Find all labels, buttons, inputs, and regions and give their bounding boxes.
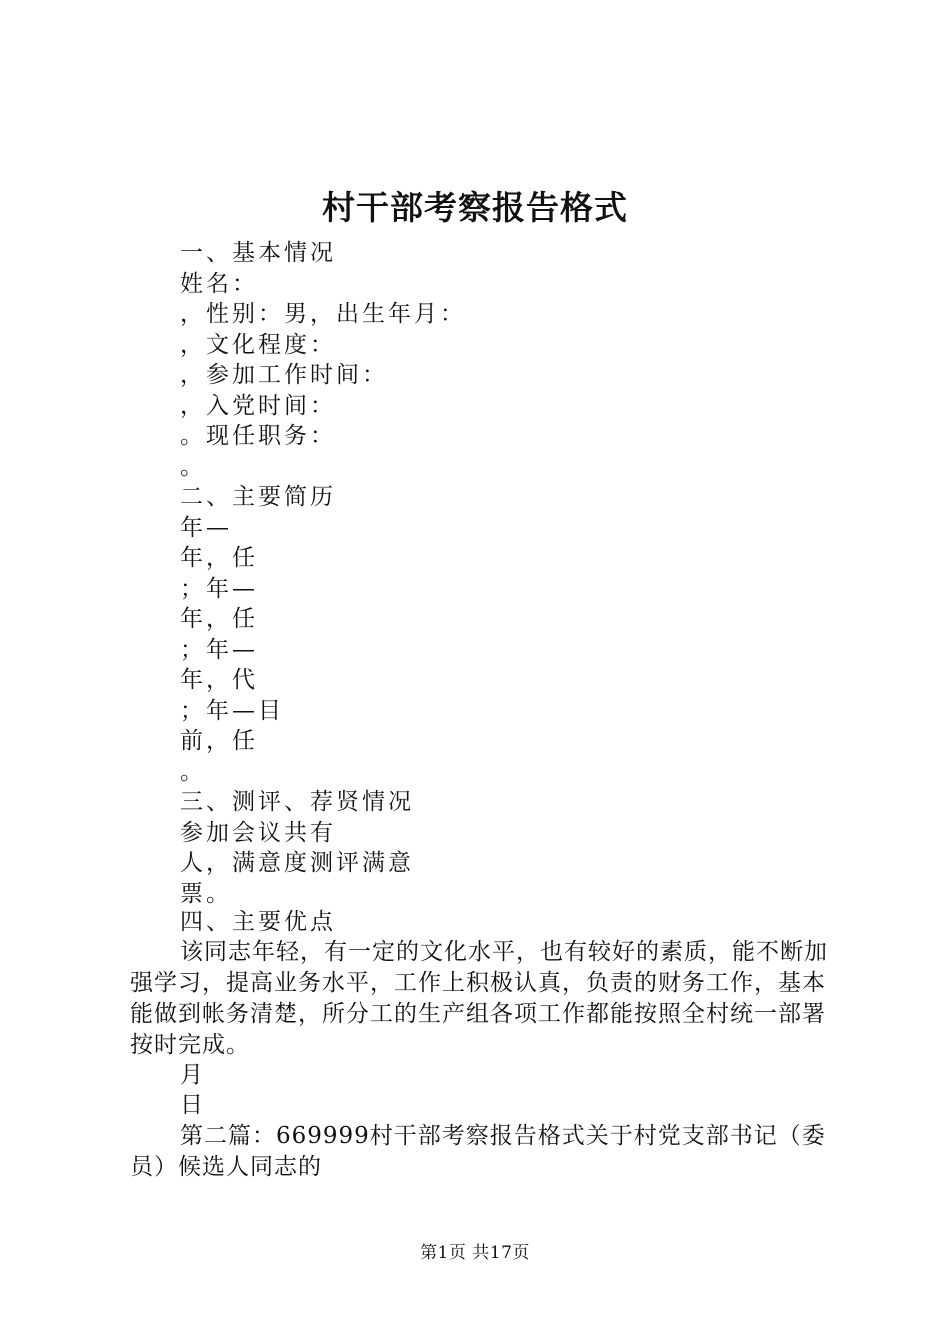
- date-day-line: 日: [180, 1092, 206, 1118]
- field-gender-birth: ，性别：男，出生年月：: [180, 301, 466, 327]
- page-footer: 第1页 共17页: [420, 1243, 530, 1263]
- section-heading-resume: 二、主要简历: [180, 484, 336, 510]
- field-work-start: ，参加工作时间：: [180, 362, 388, 388]
- field-education: ，文化程度：: [180, 332, 336, 358]
- section-heading-evaluation: 三、测评、荐贤情况: [180, 789, 414, 815]
- text-line: 。: [180, 759, 206, 785]
- evaluation-line: 人，满意度测评满意: [180, 850, 414, 876]
- resume-line: 年，任: [180, 545, 258, 571]
- document-title: 村干部考察报告格式: [322, 188, 628, 227]
- date-month-line: 月: [180, 1062, 206, 1088]
- resume-line: 年，代: [180, 667, 258, 693]
- field-party-join: ，入党时间：: [180, 393, 336, 419]
- resume-line: ；年—: [180, 576, 258, 602]
- resume-line: ；年—: [180, 637, 258, 663]
- strengths-paragraph: 该同志年轻，有一定的文化水平，也有较好的素质，能不断加强学习，提高业务水平，工作上积极认真，负责的财务工作，基本能做到帐务清楚，所分工的生产组各项工作都能按照全村统一部署按时完成。: [130, 939, 828, 1058]
- resume-line: ；年—目: [180, 698, 284, 724]
- field-current-position: 。现任职务：: [180, 423, 336, 449]
- evaluation-line: 参加会议共有: [180, 820, 336, 846]
- resume-line: 前，任: [180, 728, 258, 754]
- resume-line: 年，任: [180, 606, 258, 632]
- next-article-paragraph: 第二篇：669999村干部考察报告格式关于村党支部书记（委员）候选人同志的: [130, 1123, 826, 1180]
- resume-line: 年—: [180, 515, 232, 541]
- evaluation-line: 票。: [180, 881, 232, 907]
- section-heading-strengths: 四、主要优点: [180, 909, 336, 935]
- section-heading-basic-info: 一、基本情况: [180, 240, 336, 266]
- field-name: 姓名：: [180, 271, 258, 297]
- text-line: 。: [180, 454, 206, 480]
